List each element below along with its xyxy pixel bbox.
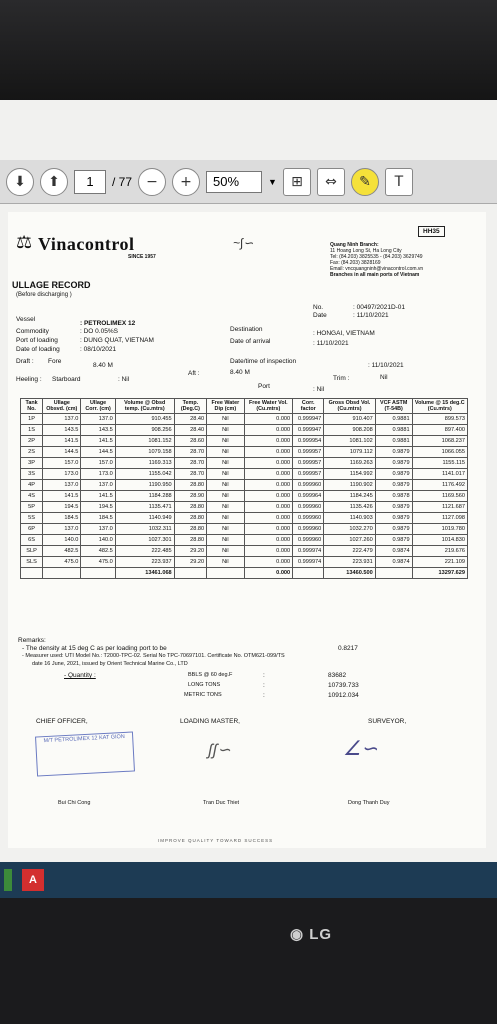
table-cell: 2P (21, 436, 43, 447)
table-cell: Nil (207, 447, 244, 458)
table-cell: 173.0 (81, 469, 115, 480)
table-cell: 137.0 (43, 480, 81, 491)
table-row (21, 469, 468, 480)
table-cell: 157.0 (81, 458, 115, 469)
branch-line-0: Quang Ninh Branch: (330, 242, 379, 248)
table-cell: 482.5 (43, 546, 81, 557)
table-row (21, 414, 468, 425)
table-cell: 6S (21, 535, 43, 546)
table-cell: Nil (207, 535, 244, 546)
table-cell: 194.5 (43, 502, 81, 513)
zoom-out-icon[interactable]: − (138, 168, 166, 196)
destination-value: : HONGAI, VIETNAM (313, 330, 375, 337)
table-cell: 221.109 (412, 557, 467, 568)
monitor-logo (290, 925, 332, 943)
table-cell: 137.0 (81, 524, 115, 535)
table-cell: 0.9874 (375, 546, 412, 557)
table-cell: 1127.098 (412, 513, 467, 524)
table-cell: 910.455 (115, 414, 174, 425)
table-cell: 1079.112 (324, 447, 375, 458)
table-row (21, 502, 468, 513)
table-cell: 0.9879 (375, 535, 412, 546)
col-corr: Ullage Corr. (cm) (81, 399, 115, 414)
inspection-label: Date/time of inspection (230, 358, 297, 365)
doc-title: ULLAGE RECORD (12, 280, 91, 290)
total-obs: 13461.068 (115, 568, 174, 579)
col-dip: Free Water Dip (cm) (207, 399, 244, 414)
name-loading-master: Tran Duc Thiet (203, 800, 240, 806)
table-cell: 141.5 (81, 491, 115, 502)
qty-lt-value: 10739.733 (328, 682, 359, 689)
heeling-side: Starboard (52, 376, 81, 383)
branch-line-4: Email: vncquangninh@vinacontrol.com.vn (330, 266, 424, 272)
table-cell: 184.5 (43, 513, 81, 524)
highlight-icon[interactable]: T (385, 168, 413, 196)
table-cell: 157.0 (43, 458, 81, 469)
sig-loading-master: LOADING MASTER, (180, 718, 240, 725)
table-cell: 5P (21, 502, 43, 513)
table-cell: 28.80 (174, 480, 206, 491)
destination-label: Destination (230, 326, 263, 333)
table-cell: 1190.902 (324, 480, 375, 491)
port-side-label: Port (258, 383, 270, 390)
pdf-toolbar (0, 160, 497, 204)
zoom-select[interactable] (206, 171, 262, 193)
table-cell: Nil (207, 557, 244, 568)
ship-stamp (35, 731, 135, 776)
qty-bbls-colon: : (263, 672, 265, 679)
table-total-row (21, 568, 468, 579)
col-vcf: VCF ASTM (T-54B) (375, 399, 412, 414)
table-cell: 1135.426 (324, 502, 375, 513)
document-page (8, 212, 486, 848)
zoom-value: 50% (213, 174, 240, 189)
table-cell: Nil (207, 513, 244, 524)
table-cell: Nil (207, 458, 244, 469)
table-cell: Nil (207, 414, 244, 425)
aft-value: 8.40 M (230, 369, 250, 376)
table-row (21, 513, 468, 524)
table-cell: 28.60 (174, 436, 206, 447)
table-cell: 28.70 (174, 458, 206, 469)
col-water-vol: Free Water Vol. (Cu.mtrs) (244, 399, 293, 414)
qty-mt-value: 10912.034 (328, 692, 359, 699)
table-cell: Nil (207, 425, 244, 436)
table-cell: 0.000 (244, 502, 293, 513)
branch-line-5: Branches in all main ports of Vietnam (330, 272, 420, 278)
table-cell: 897.400 (412, 425, 467, 436)
table-cell: 5S (21, 513, 43, 524)
date-loading-label: Date of loading (16, 346, 60, 353)
table-cell: 29.20 (174, 557, 206, 568)
comment-icon[interactable]: ✎ (351, 168, 379, 196)
table-cell: 1032.270 (324, 524, 375, 535)
aft-label: Aft : (188, 370, 200, 377)
remark-1: - The density at 15 deg C as per loading port to be (22, 645, 167, 652)
table-cell: 1S (21, 425, 43, 436)
table-cell: 0.000 (244, 491, 293, 502)
page-total: / 77 (112, 174, 133, 189)
table-cell: 0.9879 (375, 513, 412, 524)
table-cell: 0.999957 (293, 469, 324, 480)
table-cell: 0.9879 (375, 447, 412, 458)
taskbar (0, 862, 497, 898)
table-cell: Nil (207, 491, 244, 502)
table-cell: 28.80 (174, 535, 206, 546)
sig-chief-officer: CHIEF OFFICER, (36, 718, 88, 725)
table-row (21, 491, 468, 502)
date-loading-value: : 08/10/2021 (80, 346, 117, 353)
table-cell: 1184.288 (115, 491, 174, 502)
col-corr-factor: Corr. factor (293, 399, 324, 414)
table-cell: 0.999974 (293, 546, 324, 557)
table-cell: 1027.301 (115, 535, 174, 546)
table-cell: Nil (207, 469, 244, 480)
trim-value: Nil (380, 374, 388, 381)
heeling-value: : Nil (118, 376, 130, 383)
brand-since: SINCE 1957 (128, 254, 156, 260)
table-cell: 0.000 (244, 414, 293, 425)
table-cell: 0.999960 (293, 513, 324, 524)
table-row (21, 425, 468, 436)
branch-line-2: Tel: (84.203) 3825535 - (84.203) 3629749 (330, 254, 423, 260)
monitor-brand: LG (309, 926, 333, 943)
table-cell: 1066.055 (412, 447, 467, 458)
table-cell: 1169.560 (412, 491, 467, 502)
table-cell: 0.000 (244, 425, 293, 436)
arrow-up-icon[interactable]: ⬆ (40, 168, 68, 196)
table-cell: 1190.950 (115, 480, 174, 491)
col-temp: Temp. (Deg.C) (174, 399, 206, 414)
name-surveyor: Dong Thanh Duy (348, 800, 390, 806)
table-cell: 0.9879 (375, 480, 412, 491)
table-cell: 1P (21, 414, 43, 425)
qty-mt-colon: : (263, 692, 265, 699)
arrival-value: : 11/10/2021 (313, 340, 349, 347)
table-cell: 194.5 (81, 502, 115, 513)
table-cell: 28.70 (174, 469, 206, 480)
brand-name: Vinacontrol (38, 234, 135, 254)
table-cell: 910.407 (324, 414, 375, 425)
table-cell: 0.000 (244, 436, 293, 447)
pdf-app-icon[interactable]: A (22, 869, 44, 891)
table-cell: 173.0 (43, 469, 81, 480)
table-cell: 1019.780 (412, 524, 467, 535)
qty-lt-label: LONG TONS (188, 682, 221, 688)
table-cell: 1140.903 (324, 513, 375, 524)
zoom-dropdown-icon[interactable]: ▼ (268, 176, 277, 187)
table-cell: 0.9881 (375, 425, 412, 436)
signature-surveyor: ∠∽ (343, 738, 378, 760)
table-cell: 908.208 (324, 425, 375, 436)
fit-page-icon[interactable]: ⊞ (283, 168, 311, 196)
remark-2: - Measurer used: UTI Model No.: T2000-TPC-02. Serial No TPC-70697101. Certificate No. OTM621-099/TS (22, 653, 285, 659)
port-loading-label: Port of loading (16, 337, 58, 344)
qty-mt-label: METRIC TONS (184, 692, 222, 698)
table-cell: 223.937 (115, 557, 174, 568)
no-value: : 00497/2021D-01 (353, 304, 406, 311)
table-cell: Nil (207, 502, 244, 513)
table-cell: 3S (21, 469, 43, 480)
table-cell: 1141.017 (412, 469, 467, 480)
table-cell: 137.0 (81, 480, 115, 491)
table-cell: 1079.158 (115, 447, 174, 458)
table-cell: 0.9879 (375, 502, 412, 513)
table-cell: Nil (207, 480, 244, 491)
fit-width-icon[interactable]: ⇔ (317, 168, 345, 196)
table-cell: 0.000 (244, 469, 293, 480)
table-cell: 29.20 (174, 546, 206, 557)
total-gross: 13460.500 (324, 568, 375, 579)
table-cell: 222.485 (115, 546, 174, 557)
table-cell: 4P (21, 480, 43, 491)
lg-logo-icon: ◉ (290, 926, 305, 943)
draft-label: Draft : (16, 358, 34, 365)
table-cell: 0.000 (244, 535, 293, 546)
branch-line-1: 11 Hoang Long St, Ha Long City (330, 248, 402, 254)
doc-subtitle: (Before discharging ) (16, 292, 72, 298)
port-loading-value: : DUNG QUAT, VIETNAM (80, 337, 154, 344)
fore-value: 8.40 M (93, 362, 113, 369)
table-cell: 137.0 (43, 414, 81, 425)
page-number-input[interactable]: 1 (74, 170, 106, 194)
col-volume-obs: Volume @ Obsd temp. (Cu.mtrs) (115, 399, 174, 414)
remark-3: date 16 June, 2021, issued by Orient Technical Marine Co., LTD (32, 661, 188, 667)
sig-surveyor: SURVEYOR, (368, 718, 407, 725)
table-cell: 144.5 (43, 447, 81, 458)
table-cell: 0.000 (244, 557, 293, 568)
table-cell: 475.0 (43, 557, 81, 568)
table-cell: 1121.687 (412, 502, 467, 513)
table-cell: 0.9879 (375, 469, 412, 480)
table-cell: 143.5 (81, 425, 115, 436)
table-cell: 1027.260 (324, 535, 375, 546)
table-cell: Nil (207, 524, 244, 535)
doc-badge: HH35 (418, 226, 445, 237)
table-cell: 141.5 (81, 436, 115, 447)
table-cell: 1081.152 (115, 436, 174, 447)
table-row (21, 447, 468, 458)
table-cell: SLS (21, 557, 43, 568)
remark-1-value: 0.8217 (338, 645, 358, 652)
table-cell: 0.9874 (375, 557, 412, 568)
table-cell: 1032.311 (115, 524, 174, 535)
table-cell: 28.80 (174, 502, 206, 513)
remarks-label: Remarks: (18, 637, 46, 644)
table-row (21, 557, 468, 568)
table-cell: 219.676 (412, 546, 467, 557)
signature-loading-master: ʃʃ∽ (208, 742, 231, 759)
commodity-label: Commodity (16, 328, 49, 335)
table-cell: 0.999954 (293, 436, 324, 447)
table-cell: 140.0 (81, 535, 115, 546)
vinacontrol-logo-icon: ⚖ (16, 232, 33, 253)
table-cell: 1154.992 (324, 469, 375, 480)
ullage-table (20, 398, 468, 579)
branch-line-3: Fax: (84.203) 3828169 (330, 260, 381, 266)
col-volume-15: Volume @ 15 deg.C (Cu.mtrs) (412, 399, 467, 414)
table-cell: 4S (21, 491, 43, 502)
table-cell: 137.0 (81, 414, 115, 425)
table-cell: 908.256 (115, 425, 174, 436)
qty-bbls-label: BBLS @ 60 deg.F (188, 672, 233, 678)
table-cell: 1014.830 (412, 535, 467, 546)
qty-bbls-value: 83682 (328, 672, 347, 679)
table-cell: 0.9878 (375, 491, 412, 502)
qty-lt-colon: : (263, 682, 265, 689)
table-row (21, 524, 468, 535)
col-obsvd: Ullage Obsvd. (cm) (43, 399, 81, 414)
app-icon[interactable] (4, 869, 12, 891)
table-cell: 141.5 (43, 436, 81, 447)
table-cell: 0.999947 (293, 425, 324, 436)
table-cell: 3P (21, 458, 43, 469)
inspection-value: : 11/10/2021 (368, 362, 404, 369)
table-cell: 0.999957 (293, 458, 324, 469)
table-cell: 1140.949 (115, 513, 174, 524)
table-cell: 1184.245 (324, 491, 375, 502)
vessel-label: Vessel (16, 316, 36, 323)
table-cell: 141.5 (43, 491, 81, 502)
table-cell: Nil (207, 436, 244, 447)
table-cell: 0.000 (244, 447, 293, 458)
fore-label: Fore (48, 358, 62, 365)
table-cell: 0.9879 (375, 458, 412, 469)
commodity-value: : DO 0.05%S (80, 328, 118, 335)
table-cell: 1081.102 (324, 436, 375, 447)
table-cell: 1155.115 (412, 458, 467, 469)
heeling-label: Heeling : (16, 376, 42, 383)
trim-label: Trim : (333, 375, 350, 382)
table-cell: 1135.471 (115, 502, 174, 513)
table-cell: 223.931 (324, 557, 375, 568)
name-chief-officer: Bui Chi Cong (58, 800, 91, 806)
table-cell: 184.5 (81, 513, 115, 524)
table-cell: 28.80 (174, 524, 206, 535)
zoom-in-icon[interactable]: + (172, 168, 200, 196)
table-cell: 475.0 (81, 557, 115, 568)
table-cell: 0.9881 (375, 436, 412, 447)
table-cell: 28.80 (174, 513, 206, 524)
table-cell: 0.999947 (293, 414, 324, 425)
table-row (21, 458, 468, 469)
table-cell: 0.9879 (375, 524, 412, 535)
table-cell: 482.5 (81, 546, 115, 557)
table-cell: 28.40 (174, 414, 206, 425)
table-cell: 0.000 (244, 524, 293, 535)
date-value: : 11/10/2021 (353, 312, 389, 319)
signature-top: ~∫∽ (233, 236, 254, 250)
stamp-text: M/T PETROLIMEX 12 KAT GION (43, 733, 125, 745)
date-label: Date (313, 312, 327, 319)
table-row (21, 436, 468, 447)
total-water: 0.000 (244, 568, 293, 579)
table-cell: SLP (21, 546, 43, 557)
table-cell: 1176.492 (412, 480, 467, 491)
table-cell: 0.999957 (293, 447, 324, 458)
table-cell: 222.479 (324, 546, 375, 557)
table-cell: 1155.042 (115, 469, 174, 480)
table-cell: 0.999974 (293, 557, 324, 568)
table-cell: 137.0 (43, 524, 81, 535)
table-cell: 0.999960 (293, 480, 324, 491)
vessel-value: : PETROLIMEX 12 (80, 320, 136, 327)
table-cell: 2S (21, 447, 43, 458)
quantity-label: - Quantity : (64, 672, 96, 679)
table-cell: 6P (21, 524, 43, 535)
table-cell: 0.999960 (293, 535, 324, 546)
table-cell: 1068.237 (412, 436, 467, 447)
table-cell: 0.999964 (293, 491, 324, 502)
table-cell: 143.5 (43, 425, 81, 436)
table-cell: Nil (207, 546, 244, 557)
table-cell: 144.5 (81, 447, 115, 458)
table-cell: 28.90 (174, 491, 206, 502)
table-cell: 0.000 (244, 458, 293, 469)
arrow-down-icon[interactable]: ⬇ (6, 168, 34, 196)
col-gross: Gross Obsd Vol. (Cu.mtrs) (324, 399, 375, 414)
table-cell: 0.000 (244, 513, 293, 524)
table-row (21, 546, 468, 557)
col-tank: Tank No. (21, 399, 43, 414)
table-header (21, 399, 468, 414)
no-label: No. (313, 304, 324, 311)
table-cell: 1169.313 (115, 458, 174, 469)
table-cell: 0.9881 (375, 414, 412, 425)
table-cell: 899.573 (412, 414, 467, 425)
table-cell: 28.70 (174, 447, 206, 458)
footer-slogan: IMPROVE QUALITY TOWARD SUCCESS (158, 838, 274, 843)
table-row (21, 535, 468, 546)
table-cell: 1169.263 (324, 458, 375, 469)
port-side-value: : Nil (313, 386, 325, 393)
table-cell: 0.000 (244, 546, 293, 557)
table-row (21, 480, 468, 491)
table-cell: 0.999960 (293, 502, 324, 513)
arrival-label: Date of arrival (230, 338, 271, 345)
total-15: 13297.629 (412, 568, 467, 579)
table-cell: 0.999960 (293, 524, 324, 535)
table-cell: 28.40 (174, 425, 206, 436)
table-cell: 140.0 (43, 535, 81, 546)
table-cell: 0.000 (244, 480, 293, 491)
